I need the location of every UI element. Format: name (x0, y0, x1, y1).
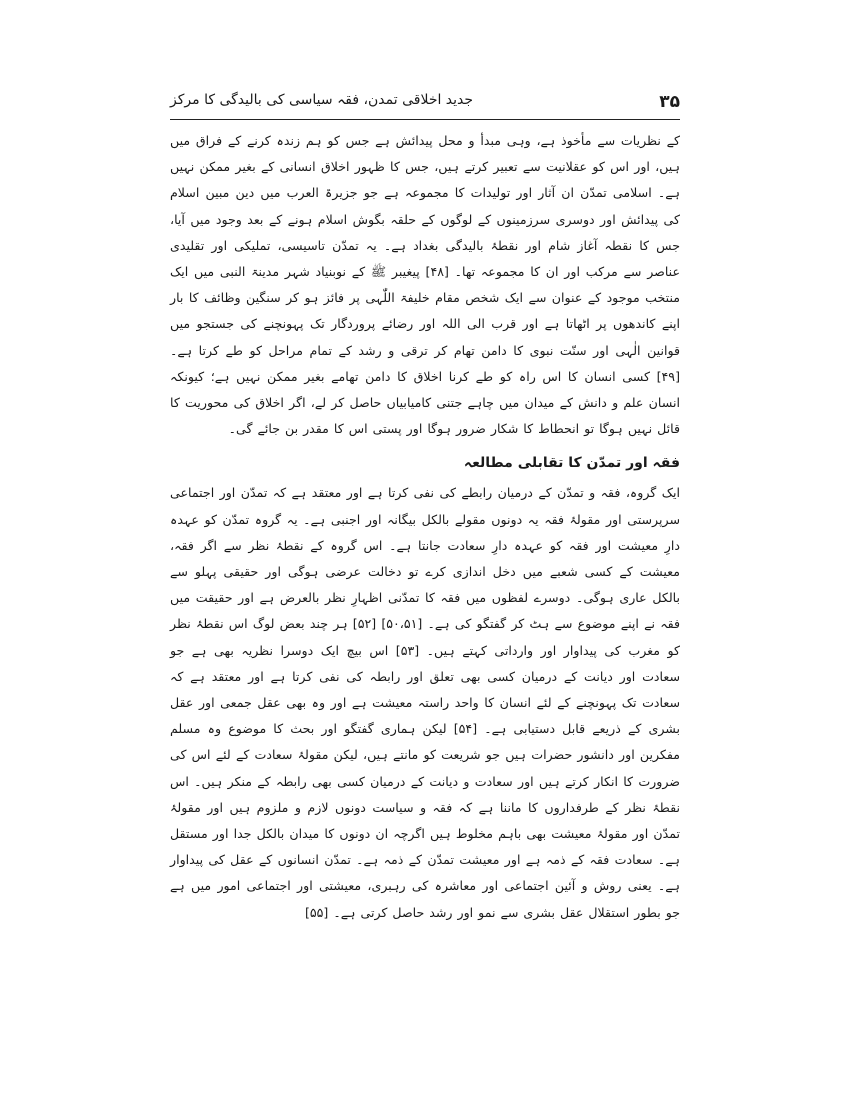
header-rule (170, 119, 680, 120)
main-content (170, 128, 680, 926)
page-number: ۳۵ (659, 92, 680, 112)
section-heading: فقہ اور تمدّن کا تقابلی مطالعہ (463, 455, 680, 472)
body-paragraph-2: ایک گروہ، فقہ و تمدّن کے درمیان رابطے کی نفی کرتا ہے اور معتقد ہے کہ تمدّن اور اجتماعی سرپرستی اور مقولۂ فقہ یہ دونوں مقولے بالکل بیگانہ اور اجنبی ہے۔ یہ گروہ تمدّن کو عہدہ دارِ معیشت اور فقہ کو عہدہ دارِ سعادت جانتا ہے۔ اس گروہ کے نقطۂ نظر سے اگر فقہ، معیشت کے کسی شعبے میں دخل اندازی کرے تو دخالت عرضی ہوگی اور حقیقی پہلو سے بالکل عاری ہوگی۔ دوسرے لفظوں میں فقہ کا تمدّنی اظہارِ نظر بالعرض ہے اور حقیقت میں فقہ نے اپنے موضوع سے ہٹ کر گفتگو کی ہے۔ [۵۰،۵۱] [۵۲] ہر چند بعض لوگ اس نقطۂ نظر کو مغرب کی پیداوار اور وارداتی کہتے ہیں۔ [۵۳] اس بیچ ایک دوسرا نظریہ بھی ہے جو سعادت اور دیانت کے درمیان کسی بھی تعلق اور رابطہ کی نفی کرتا ہے اور معتقد ہے کہ سعادت تک پہونچنے کے لئے انسان کا واحد راستہ معیشت ہے اور وہ بھی عقل جمعی اور عقل بشری کے ذریعے قابل دستیابی ہے۔ [۵۴] لیکن ہماری گفتگو اور بحث کا موضوع وہ مسلم مفکرین اور دانشور حضرات ہیں جو شریعت کو مانتے ہیں، لیکن مقولۂ سعادت کے لئے اس کی ضرورت کا انکار کرتے ہیں اور سعادت و دیانت کے درمیان کسی بھی رابطہ کے منکر ہیں۔ اس نقطۂ نظر کے طرفداروں کا ماننا ہے کہ فقہ و سیاست دونوں لازم و ملزوم ہیں اور مقولۂ تمدّن اور مقولۂ معیشت بھی باہم مخلوط ہیں اگرچہ ان دونوں کا میدان بالکل جدا اور مستقل ہے۔ سعادت فقہ کے ذمہ ہے اور معیشت تمدّن کے ذمہ ہے۔ تمدّن انسانوں کے عقل کی پیداوار ہے۔ یعنی روش و آئین اجتماعی اور معاشرہ کی رہبری، معیشتی اور اجتماعی امور میں ہے جو بطور استقلال عقل بشری سے نمو اور رشد حاصل کرتی ہے۔ [۵۵] (170, 485, 681, 920)
body-paragraph-1: کے نظریات سے مأخوذ ہے، وہی مبدأ و محل پیدائش ہے جس کو ہم زندہ کرنے کے فراق میں ہیں، اور اس کو عقلانیت سے تعبیر کرتے ہیں، جس کا ظہور اخلاق انسانی کے بغیر ممکن نہیں ہے۔ اسلامی تمدّن ان آثار اور تولیدات کا مجموعہ ہے جو جزیرۃ العرب میں دین مبین اسلام کی پیدائش اور دوسری سرزمینوں کے لوگوں کے حلقہ بگوش اسلام ہونے کے بعد وجود میں آیا، جس کا نقطہ آغاز شام اور نقطۂ بالیدگی بغداد ہے۔ یہ تمدّن تاسیسی، تملیکی اور تقلیدی عناصر سے مرکب اور ان کا مجموعہ تھا۔ [۴۸] پیغیبر ﷺ کے نوبنیاد شہر مدینۃ النبی میں ایک منتخب موجود کے عنوان سے ایک شخص مقام خلیفۃ اللّٰہی پر فائز ہو کر سنگین وظائف کا بار اپنے کاندھوں پر اٹھاتا ہے اور قرب الی اللہ اور رضائے پروردگار تک پہونچنے کی جستجو میں قوانین الٰہی اور سنّت نبوی کا دامن تھام کر ترقی و رشد کے تمام مراحل کو طے کرتا ہے۔ [۴۹] کسی انسان کا اس راہ کو طے کرنا اخلاق کا دامن تھامے بغیر ممکن نہیں ہے؛ کیونکہ انسان علم و دانش کے میدان میں چاہے جتنی کامیابیاں حاصل کر لے، اگر اخلاق کی محوریت کا قائل نہیں ہوگا تو انحطاط کا شکار ضرور ہوگا اور پستی اس کا مقدر بن جائے گی۔ (170, 133, 680, 437)
running-title: جدید اخلاقی تمدن، فقہ سیاسی کی بالیدگی کا مرکز (170, 92, 474, 108)
page-header (170, 88, 680, 118)
